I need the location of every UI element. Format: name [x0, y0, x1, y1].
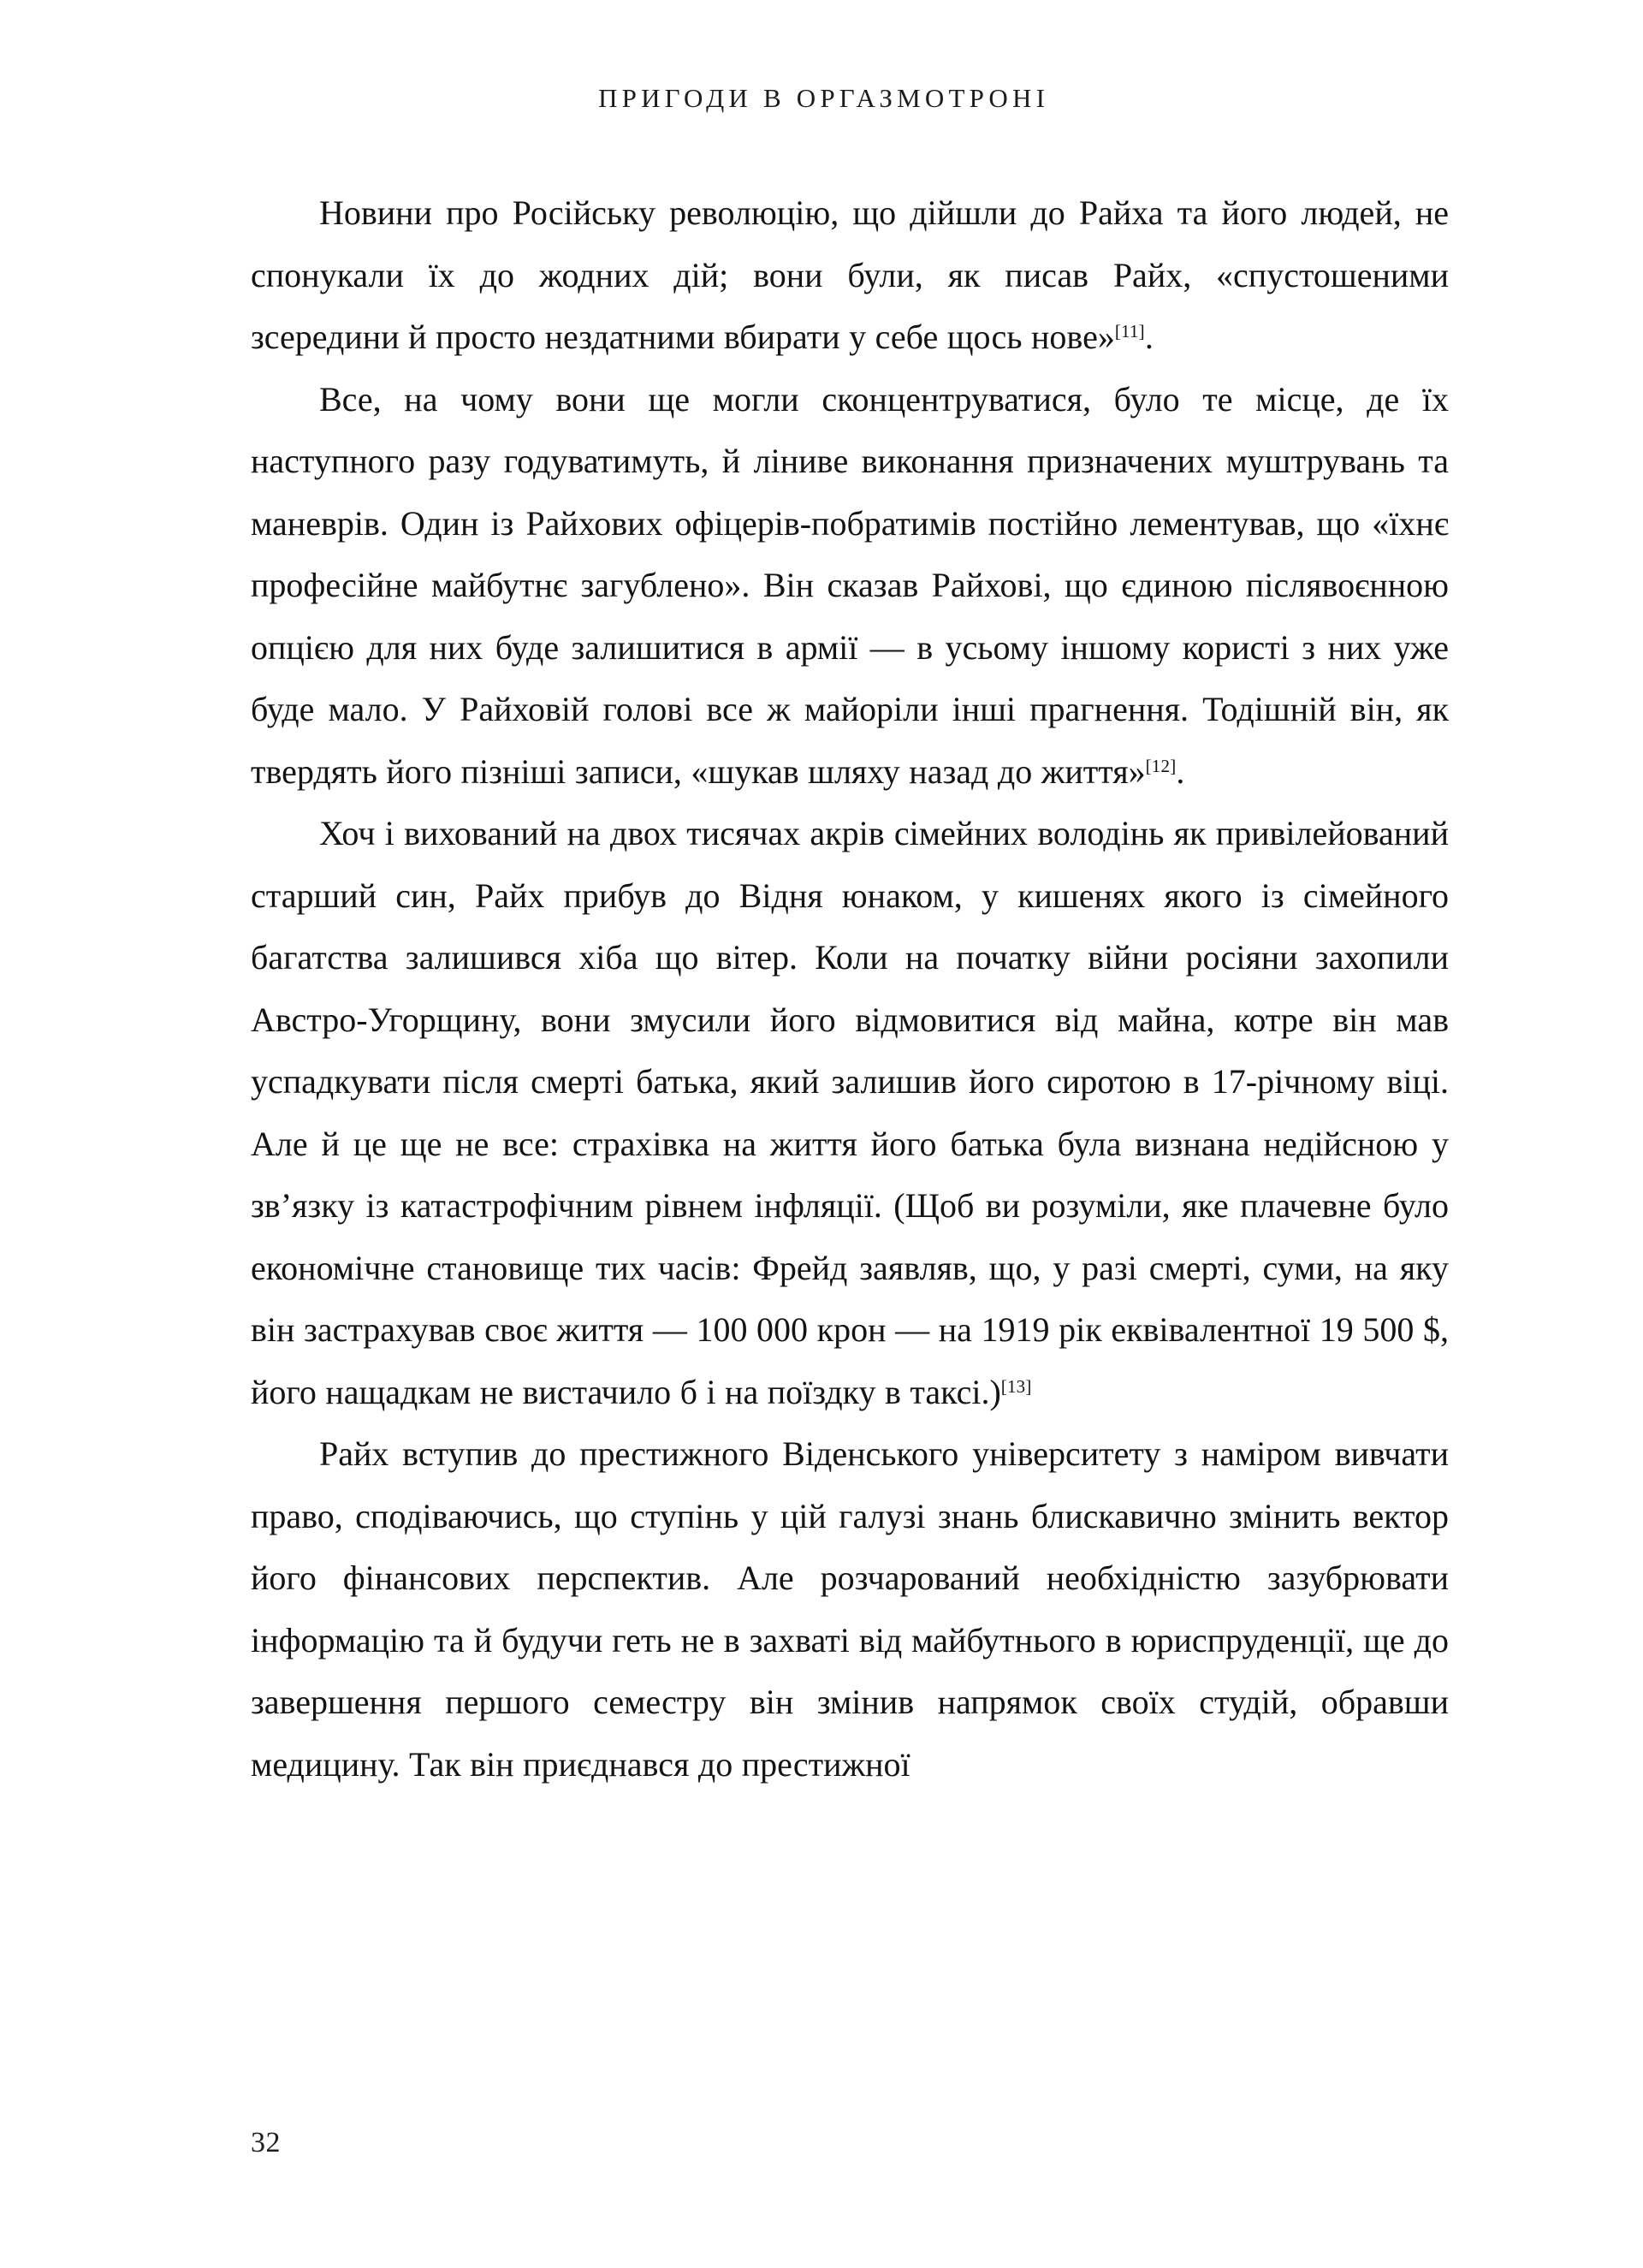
- page-number: 32: [251, 2127, 281, 2158]
- paragraph-3: [251, 803, 1449, 1423]
- footnote-marker-12[interactable]: [12]: [1145, 755, 1177, 776]
- paragraph-1-text: Новини про Російську революцію, що дійшли до Райха та його людей, не спонукали їх до жодних дій; вони були, як писав Райх, «спустошеними зсередини й просто нездатними вбирати у себе щось нове»: [251, 193, 1449, 356]
- paragraph-2-text: Все, на чому вони ще могли сконцентруватися, було те місце, де їх наступного разу годуватимуть, й лінивe виконання призначених муштрувань та маневрів. Один із Райхових офіцерів-побратимів постійно лементував, що «їхнє професійне майбутнє загублено». Він сказав Райхові, що єдиною післявоєнною опцією для них буде залишитися в армії — в усьому іншому користі з них уже буде мало. У Райховій голові все ж майоріли інші прагнення. Тодішній він, як твердять його пізніші записи, «шукав шляху назад до життя»: [251, 379, 1449, 791]
- body-text-block: [251, 182, 1449, 1796]
- paragraph-1-tail: .: [1144, 318, 1154, 356]
- paragraph-3-text: Хоч і вихований на двох тисячах акрів сімейних володінь як привілейований старший син, Райх прибув до Відня юнаком, у кишенях якого із сімейного багатства залишився хіба що вітер. Коли на початку війни росіяни захопили Австро-Угорщину, вони змусили його відмовитися від майна, котре він мав успадкувати після смерті батька, який залишив його сиротою в 17-річному віці. Але й це ще не все: страхівка на життя його батька була визнана недійсною у зв’язку із катастрофічним рівнем інфляції. (Щоб ви розуміли, яке плачевне було економічне становище тих часів: Фрейд заявляв, що, у разі смерті, суми, на яку він застрахував своє життя — 100 000 крон — на 1919 рік еквівалентної 19 500 $, його нащадкам не вистачило б і на поїздку в таксі.): [251, 814, 1449, 1411]
- paragraph-4-text: Райх вступив до престижного Віденського університету з наміром вивчати право, сподіваючись, що ступінь у цій галузі знань блискавично змінить вектор його фінансових перспектив. Але розчарований необхідністю зазубрювати інформацію та й будучи геть не в захваті від майбутнього в юриспруденції, ще до завершення першого семестру він змінив напрямок своїх студій, обравши медицину. Так він приєднався до престижної: [251, 1434, 1449, 1784]
- paragraph-2: [251, 369, 1449, 804]
- paragraph-4: [251, 1423, 1449, 1796]
- paragraph-1: [251, 182, 1449, 369]
- footnote-marker-11[interactable]: [11]: [1114, 321, 1145, 341]
- running-header: ПРИГОДИ В ОРГАЗМОТРОНІ: [598, 83, 1050, 113]
- paragraph-2-tail: .: [1176, 751, 1185, 791]
- footnote-marker-13[interactable]: [13]: [1000, 1375, 1032, 1397]
